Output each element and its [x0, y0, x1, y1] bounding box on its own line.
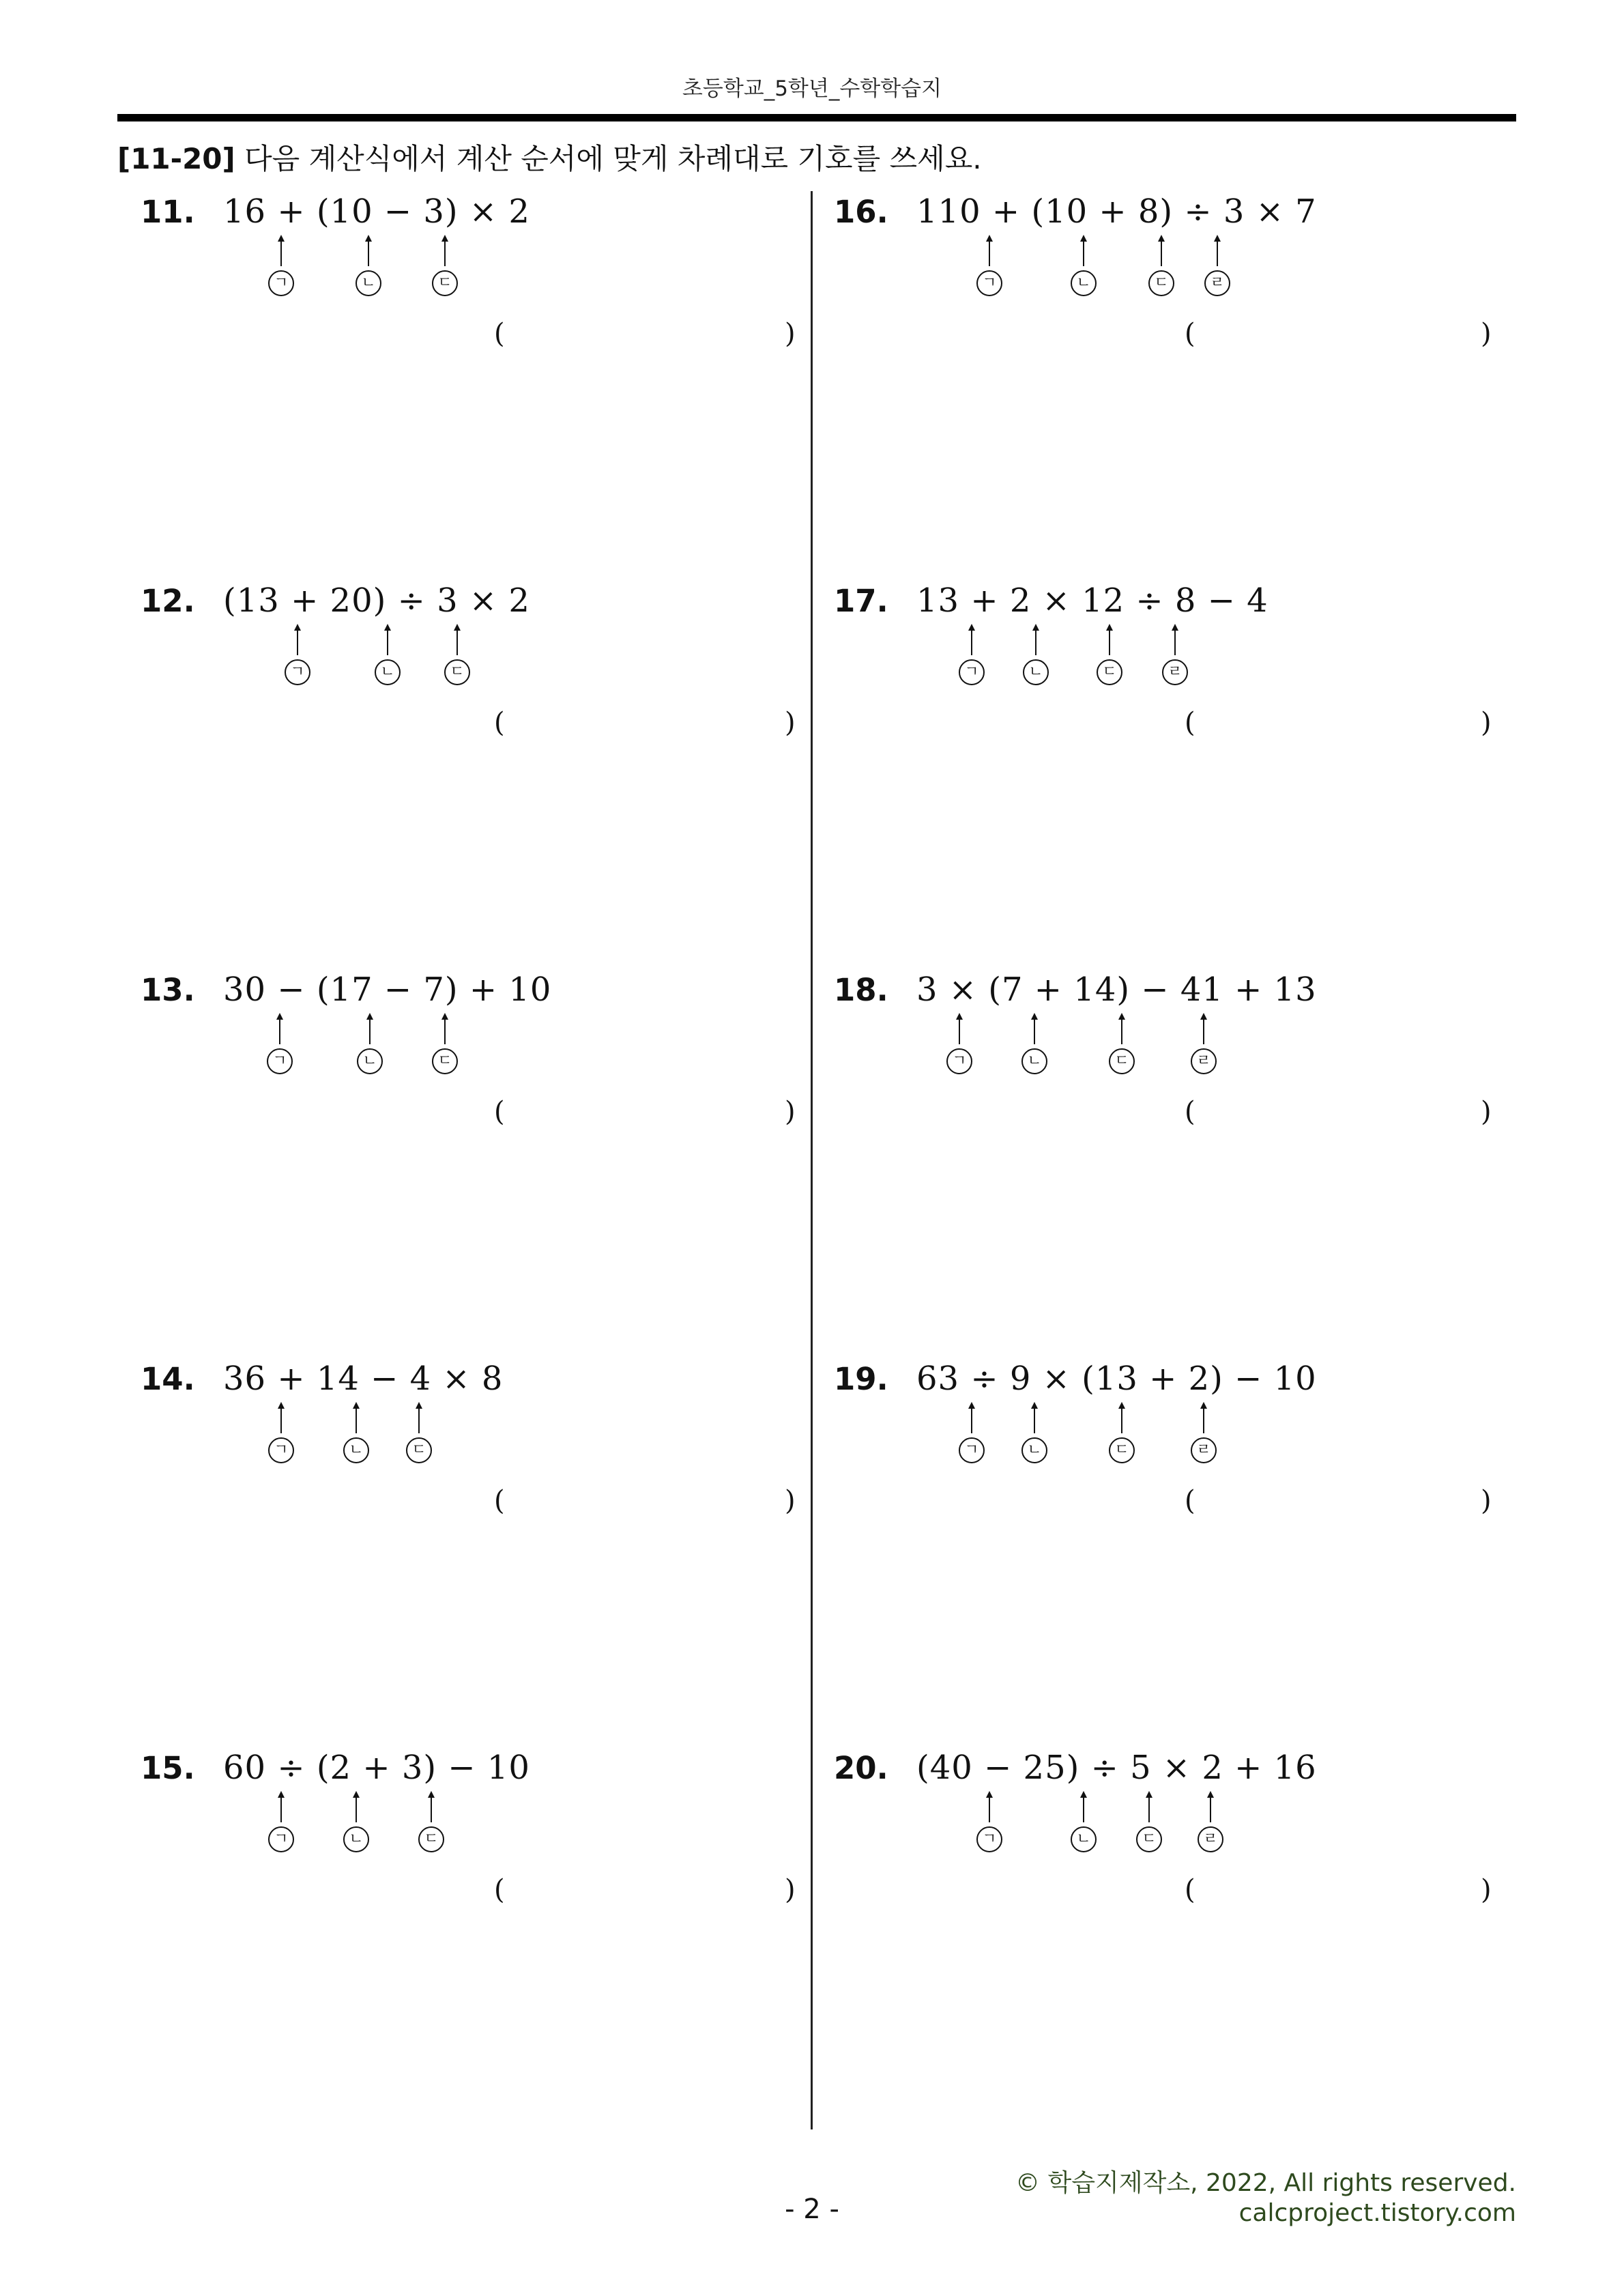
arrow-up-icon: [1105, 624, 1114, 655]
arrow-up-icon: [967, 624, 976, 655]
arrow-up-icon: [1170, 624, 1180, 655]
arrow-up-icon: [1079, 1791, 1088, 1822]
arrow-up-icon: [1157, 235, 1166, 266]
arrow-up-icon: [276, 1791, 286, 1822]
marker-1: ㄱ: [267, 1791, 295, 1852]
arrow-up-icon: [1206, 1791, 1215, 1822]
marker-1: ㄱ: [976, 1791, 1003, 1852]
marker-1: ㄱ: [958, 624, 985, 685]
problem-number: 19.: [834, 1361, 888, 1397]
marker-4: ㄹ: [1197, 1791, 1224, 1852]
page-header-title: 초등학교_5학년_수학학습지: [682, 76, 942, 101]
problem-20: [811, 1750, 1493, 1955]
problem-17: [811, 583, 1493, 788]
problem-14: [117, 1361, 800, 1566]
problem-15: [117, 1750, 800, 1955]
arrow-up-icon: [293, 624, 302, 655]
problem-18: [811, 972, 1493, 1177]
arrow-up-icon: [967, 1402, 976, 1433]
answer-close-paren: ): [785, 1485, 796, 1517]
arrow-up-icon: [985, 235, 994, 266]
arrow-up-icon: [440, 235, 450, 266]
answer-open-paren: (: [1185, 1096, 1195, 1128]
problem-number: 20.: [834, 1750, 888, 1786]
arrow-up-icon: [276, 1402, 286, 1433]
marker-3: ㄷ: [1148, 235, 1175, 296]
arrow-up-icon: [985, 1791, 994, 1822]
arrow-up-icon: [1213, 235, 1222, 266]
arrow-up-icon: [364, 235, 373, 266]
marker-3: ㄷ: [431, 235, 459, 296]
footer-copyright: © 학습지제작소, 2022, All rights reserved.: [1015, 2169, 1516, 2197]
problem-16: [811, 194, 1493, 399]
marker-2: ㄴ: [1021, 1013, 1048, 1074]
marker-2: ㄴ: [374, 624, 401, 685]
problem-expression: (13 + 20) ÷ 3 × 2: [223, 582, 530, 620]
footer-url: calcproject.tistory.com: [1238, 2199, 1516, 2227]
problem-12: [117, 583, 800, 788]
marker-1: ㄱ: [976, 235, 1003, 296]
problem-expression: 110 + (10 + 8) ÷ 3 × 7: [916, 192, 1317, 231]
marker-2: ㄴ: [1070, 1791, 1097, 1852]
arrow-up-icon: [1079, 235, 1088, 266]
problem-expression: (40 − 25) ÷ 5 × 2 + 16: [916, 1749, 1317, 1787]
answer-close-paren: ): [1481, 1874, 1492, 1906]
marker-4: ㄹ: [1190, 1402, 1217, 1463]
marker-2: ㄴ: [1022, 624, 1049, 685]
problem-expression: 60 ÷ (2 + 3) − 10: [223, 1749, 530, 1787]
instruction: [117, 137, 982, 177]
answer-close-paren: ): [1481, 1485, 1492, 1517]
answer-open-paren: (: [494, 1874, 505, 1906]
answer-close-paren: ): [785, 1874, 796, 1906]
answer-open-paren: (: [494, 1485, 505, 1517]
arrow-up-icon: [426, 1791, 436, 1822]
answer-open-paren: (: [494, 318, 505, 349]
problem-number: 12.: [141, 583, 195, 619]
arrow-up-icon: [414, 1402, 424, 1433]
problem-number: 14.: [141, 1361, 195, 1397]
answer-close-paren: ): [785, 1096, 796, 1128]
problem-number: 11.: [141, 194, 195, 230]
marker-3: ㄷ: [431, 1013, 459, 1074]
problem-number: 17.: [834, 583, 888, 619]
arrow-up-icon: [383, 624, 392, 655]
instruction-tag: [11-20]: [117, 142, 235, 175]
marker-2: ㄴ: [343, 1402, 370, 1463]
answer-open-paren: (: [1185, 1874, 1195, 1906]
arrow-up-icon: [275, 1013, 285, 1044]
problem-expression: 13 + 2 × 12 ÷ 8 − 4: [916, 582, 1268, 620]
problem-13: [117, 972, 800, 1177]
marker-4: ㄹ: [1190, 1013, 1217, 1074]
answer-open-paren: (: [494, 1096, 505, 1128]
answer-close-paren: ): [785, 318, 796, 349]
marker-1: ㄱ: [267, 235, 295, 296]
problem-number: 13.: [141, 972, 195, 1008]
page-number: - 2 -: [785, 2194, 839, 2225]
answer-close-paren: ): [785, 707, 796, 738]
arrow-up-icon: [1199, 1013, 1208, 1044]
answer-close-paren: ): [1481, 1096, 1492, 1128]
instruction-text: 다음 계산식에서 계산 순서에 맞게 차례대로 기호를 쓰세요.: [244, 142, 982, 175]
arrow-up-icon: [1117, 1013, 1127, 1044]
arrow-up-icon: [955, 1013, 964, 1044]
arrow-up-icon: [440, 1013, 450, 1044]
marker-3: ㄷ: [444, 624, 471, 685]
header-rule: [117, 114, 1516, 121]
arrow-up-icon: [351, 1791, 361, 1822]
arrow-up-icon: [276, 235, 286, 266]
problem-number: 18.: [834, 972, 888, 1008]
arrow-up-icon: [1199, 1402, 1208, 1433]
problem-19: [811, 1361, 1493, 1566]
marker-1: ㄱ: [946, 1013, 973, 1074]
answer-close-paren: ): [1481, 707, 1492, 738]
answer-open-paren: (: [1185, 1485, 1195, 1517]
problem-expression: 30 − (17 − 7) + 10: [223, 971, 552, 1009]
answer-open-paren: (: [494, 707, 505, 738]
problem-expression: 36 + 14 − 4 × 8: [223, 1360, 504, 1398]
answer-open-paren: (: [1185, 707, 1195, 738]
arrow-up-icon: [1030, 1402, 1039, 1433]
marker-3: ㄷ: [405, 1402, 433, 1463]
arrow-up-icon: [365, 1013, 375, 1044]
marker-2: ㄴ: [1021, 1402, 1048, 1463]
answer-open-paren: (: [1185, 318, 1195, 349]
marker-3: ㄷ: [1135, 1791, 1163, 1852]
marker-2: ㄴ: [1070, 235, 1097, 296]
problem-number: 15.: [141, 1750, 195, 1786]
problem-number: 16.: [834, 194, 888, 230]
arrow-up-icon: [1031, 624, 1041, 655]
answer-close-paren: ): [1481, 318, 1492, 349]
problem-expression: 63 ÷ 9 × (13 + 2) − 10: [916, 1360, 1317, 1398]
arrow-up-icon: [351, 1402, 361, 1433]
marker-1: ㄱ: [266, 1013, 293, 1074]
arrow-up-icon: [452, 624, 462, 655]
marker-4: ㄹ: [1204, 235, 1231, 296]
marker-4: ㄹ: [1161, 624, 1189, 685]
arrow-up-icon: [1117, 1402, 1127, 1433]
marker-3: ㄷ: [418, 1791, 445, 1852]
marker-1: ㄱ: [284, 624, 311, 685]
problem-expression: 16 + (10 − 3) × 2: [223, 192, 530, 231]
marker-1: ㄱ: [267, 1402, 295, 1463]
marker-3: ㄷ: [1096, 624, 1123, 685]
marker-2: ㄴ: [355, 235, 382, 296]
marker-3: ㄷ: [1108, 1402, 1135, 1463]
marker-3: ㄷ: [1108, 1013, 1135, 1074]
marker-2: ㄴ: [343, 1791, 370, 1852]
problem-11: [117, 194, 800, 399]
problem-expression: 3 × (7 + 14) − 41 + 13: [916, 971, 1317, 1009]
marker-2: ㄴ: [356, 1013, 383, 1074]
marker-1: ㄱ: [958, 1402, 985, 1463]
arrow-up-icon: [1030, 1013, 1039, 1044]
arrow-up-icon: [1144, 1791, 1154, 1822]
